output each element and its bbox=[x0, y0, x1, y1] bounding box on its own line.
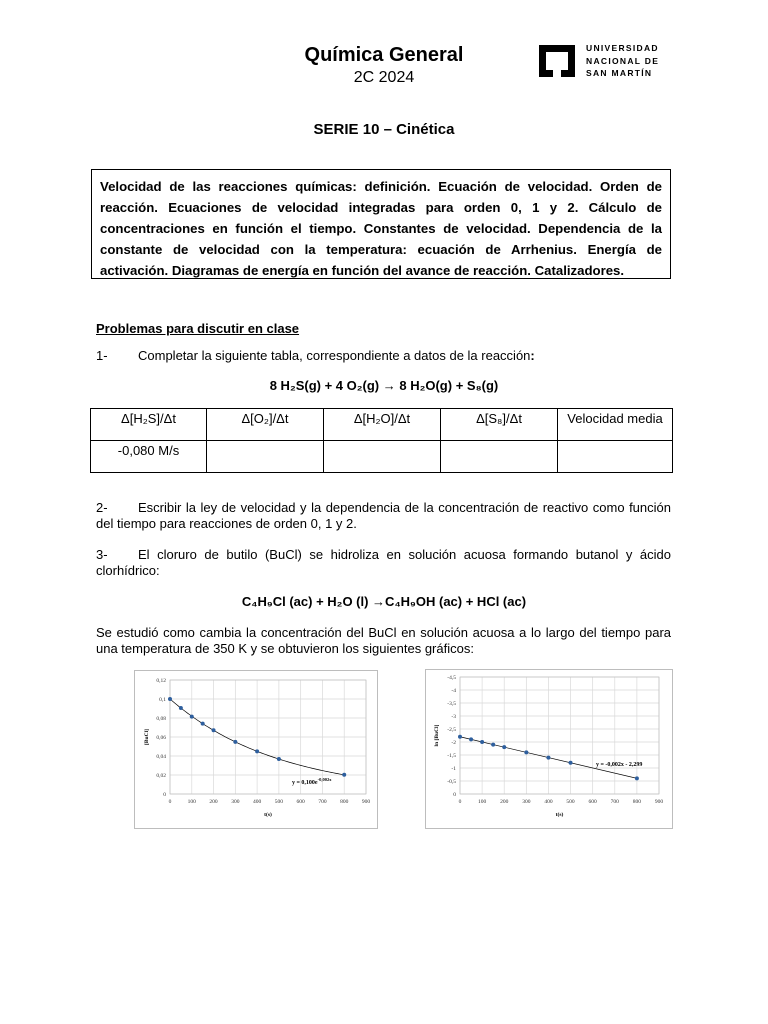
university-line-3: SAN MARTÍN bbox=[586, 68, 653, 78]
problem-1 bbox=[96, 348, 535, 364]
data-point bbox=[469, 737, 473, 741]
table-cell[interactable] bbox=[207, 441, 324, 473]
y-axis-label: [BuCl] bbox=[144, 729, 150, 745]
x-tick-label: 800 bbox=[340, 799, 349, 805]
y-tick-label: -4,5 bbox=[447, 675, 456, 681]
x-tick-label: 900 bbox=[654, 799, 664, 805]
table-header-cell: Δ[H₂S]/Δt bbox=[91, 409, 207, 441]
serie-title: SERIE 10 – Cinética bbox=[313, 121, 455, 138]
y-tick-label: -2 bbox=[451, 740, 456, 746]
x-tick-label: 800 bbox=[632, 799, 642, 805]
data-point bbox=[277, 757, 281, 761]
data-point bbox=[502, 745, 506, 749]
x-tick-label: 900 bbox=[361, 799, 371, 805]
x-tick-label: 600 bbox=[296, 799, 305, 805]
x-tick-label: 400 bbox=[252, 799, 262, 805]
x-tick-label: 500 bbox=[566, 799, 575, 805]
chart-ln-concentration-frame bbox=[425, 669, 673, 829]
data-point bbox=[179, 706, 183, 710]
rate-table bbox=[90, 408, 673, 473]
x-tick-label: 0 bbox=[458, 799, 462, 805]
y-tick-label: 0,08 bbox=[156, 716, 166, 722]
page-subtitle: 2C 2024 bbox=[353, 69, 415, 86]
x-tick-label: 300 bbox=[522, 799, 531, 805]
x-tick-label: 400 bbox=[544, 799, 553, 805]
topics-text: Velocidad de las reacciones químicas: definición. Ecuación de velocidad. Orden de reacción. Ecuaciones de velocidad integradas para orden 0, 1 y 2. Cálculo de concentraciones en función el tiempo. Constantes de velocidad. Dependencia de la constante de velocidad con la temperatura: ecuación de Arrhenius. Energía de activación. Diagramas de energía en función del avance de reacción. Catalizadores. bbox=[100, 179, 662, 278]
y-tick-label: 0,1 bbox=[159, 697, 166, 703]
university-line-1: UNIVERSIDAD bbox=[586, 43, 659, 53]
y-tick-label: 0,12 bbox=[156, 678, 166, 684]
problem-1-reaction: 8 H₂S(g) + 4 O₂(g) → 8 H₂O(g) + S₈(g) bbox=[269, 378, 499, 393]
x-tick-label: 100 bbox=[187, 799, 196, 805]
x-tick-label: 200 bbox=[500, 799, 509, 805]
chart-concentration-vs-time bbox=[135, 671, 377, 828]
x-tick-label: 700 bbox=[610, 799, 619, 805]
data-point bbox=[635, 776, 639, 780]
x-tick-label: 500 bbox=[274, 799, 284, 805]
x-tick-label: 200 bbox=[209, 799, 218, 805]
table-cell[interactable] bbox=[441, 441, 558, 473]
problem-2 bbox=[96, 500, 671, 532]
problem-3-number: 3- bbox=[96, 547, 108, 562]
chart-ln-concentration-vs-time bbox=[426, 670, 672, 828]
y-tick-label: -2,5 bbox=[447, 727, 456, 733]
problem-3 bbox=[96, 547, 671, 579]
table-cell[interactable] bbox=[558, 441, 673, 473]
problem-3-description: Se estudió como cambia la concentración del BuCl en solución acuosa a lo largo del tiempo para una temperatura de 350 K y se obtuvieron los siguientes gráficos: bbox=[96, 625, 671, 656]
x-axis-label: t(s) bbox=[555, 812, 564, 818]
data-point bbox=[255, 749, 259, 753]
data-point bbox=[201, 722, 205, 726]
chart-concentration-frame bbox=[134, 670, 378, 829]
section-heading: Problemas para discutir en clase bbox=[96, 321, 300, 336]
data-point bbox=[342, 773, 346, 777]
problem-1-text: Completar la siguiente tabla, correspondiente a datos de la reacción bbox=[138, 348, 531, 363]
problem-3-reaction: C₄H₉Cl (ac) + H₂O (l) →C₄H₉OH (ac) + HCl (ac) bbox=[241, 594, 527, 609]
data-point bbox=[524, 750, 528, 754]
data-point bbox=[212, 728, 216, 732]
table-header-row bbox=[91, 409, 673, 441]
data-point bbox=[546, 756, 550, 760]
data-point bbox=[569, 761, 573, 765]
table-cell[interactable] bbox=[324, 441, 441, 473]
table-row bbox=[91, 441, 673, 473]
trendline-label: y = -0,002x - 2,299 bbox=[596, 762, 643, 768]
problem-2-text: Escribir la ley de velocidad y la dependencia de la concentración de reactivo como función del tiempo para reacciones de orden 0, 1 y 2. bbox=[96, 500, 671, 531]
x-tick-label: 0 bbox=[168, 799, 172, 805]
university-logo-icon bbox=[537, 43, 577, 79]
problem-2-number: 2- bbox=[96, 500, 108, 515]
page-title: Química General bbox=[304, 44, 464, 66]
table-header-cell: Δ[O₂]/Δt bbox=[207, 409, 324, 441]
y-tick-label: 0 bbox=[453, 792, 456, 798]
table-header-cell: Δ[S₈]/Δt bbox=[441, 409, 558, 441]
data-point bbox=[168, 697, 172, 701]
university-line-2: NACIONAL DE bbox=[586, 55, 660, 66]
x-tick-label: 600 bbox=[588, 799, 597, 805]
data-point bbox=[233, 740, 237, 744]
y-axis-label: ln [BuCl] bbox=[434, 724, 440, 747]
x-axis-label: t(s) bbox=[264, 812, 272, 818]
trendline-label: $y = 0,100e^{-0,002x}$ bbox=[292, 777, 332, 786]
y-tick-label: -3 bbox=[451, 714, 456, 720]
problem-1-colon: : bbox=[530, 348, 535, 363]
y-tick-label: -1 bbox=[451, 766, 456, 772]
y-tick-label: 0 bbox=[163, 792, 166, 798]
data-point bbox=[480, 740, 484, 744]
y-tick-label: 0,02 bbox=[156, 773, 166, 779]
y-tick-label: 0,04 bbox=[156, 754, 166, 760]
data-point bbox=[190, 715, 194, 719]
data-point bbox=[491, 743, 495, 747]
problem-3-text: El cloruro de butilo (BuCl) se hidroliza en solución acuosa formando butanol y ácido clorhídrico: bbox=[96, 547, 671, 578]
y-tick-label: -1,5 bbox=[447, 753, 456, 759]
problem-1-number: 1- bbox=[96, 348, 108, 363]
table-header-cell: Δ[H₂O]/Δt bbox=[324, 409, 441, 441]
x-tick-label: 300 bbox=[231, 799, 240, 805]
y-tick-label: -4 bbox=[451, 688, 456, 694]
data-point bbox=[458, 735, 462, 739]
x-tick-label: 700 bbox=[318, 799, 327, 805]
table-header-cell: Velocidad media bbox=[558, 409, 673, 441]
y-tick-label: 0,06 bbox=[156, 735, 166, 741]
university-name bbox=[586, 42, 659, 80]
table-cell: -0,080 M/s bbox=[91, 441, 207, 473]
topics-box bbox=[91, 169, 671, 279]
y-tick-label: -0,5 bbox=[447, 779, 456, 785]
y-tick-label: -3,5 bbox=[447, 701, 456, 707]
x-tick-label: 100 bbox=[477, 799, 487, 805]
